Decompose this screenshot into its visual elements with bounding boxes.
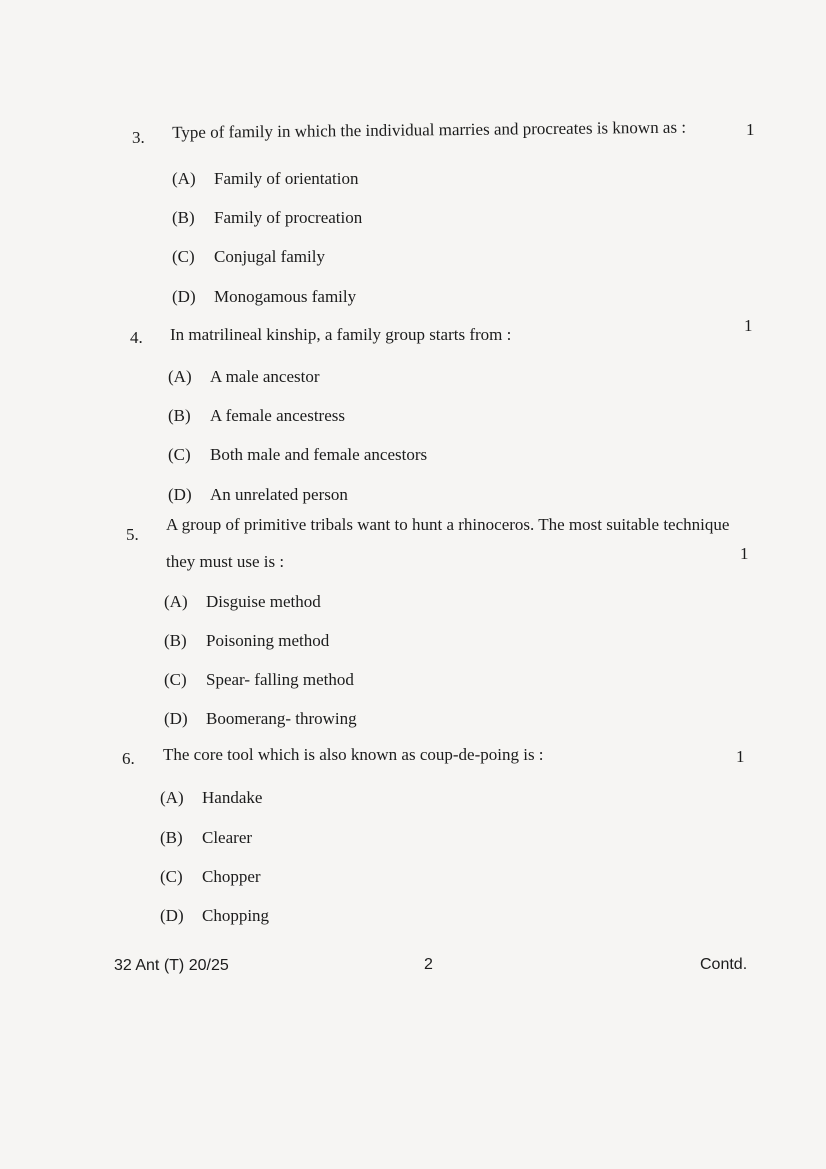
option-text: Family of procreation <box>214 208 363 227</box>
option-text: Monogamous family <box>214 287 357 306</box>
question-3-text: Type of family in which the individual marries and procreates is known as : <box>172 117 687 142</box>
question-4-marks: 1 <box>744 316 753 335</box>
question-6-option-b <box>160 828 252 848</box>
option-text: Spear- falling method <box>206 670 354 689</box>
option-label: (A) <box>172 169 196 188</box>
question-4-option-b <box>168 406 345 426</box>
question-5-option-c <box>164 670 354 690</box>
option-label: (B) <box>168 406 191 425</box>
question-3-option-c <box>172 247 325 267</box>
option-label: (C) <box>164 670 187 689</box>
option-text: Disguise method <box>206 592 321 611</box>
option-text: Clearer <box>202 828 253 847</box>
option-text: A female ancestress <box>210 406 345 425</box>
option-text: Poisoning method <box>206 631 330 650</box>
question-3-option-a <box>172 169 358 189</box>
question-3-option-d <box>172 287 356 307</box>
paper-code: 32 Ant (T) 20/25 <box>114 957 229 974</box>
question-5-option-b <box>164 631 329 651</box>
question-3-marks: 1 <box>746 120 755 139</box>
option-text: Family of orientation <box>214 169 359 188</box>
option-label: (A) <box>168 367 192 386</box>
option-text: An unrelated person <box>210 485 348 504</box>
question-4-option-a <box>168 367 320 387</box>
option-text: Chopper <box>202 867 261 886</box>
option-label: (B) <box>160 828 183 847</box>
question-4-number: 4. <box>130 328 143 347</box>
option-label: (D) <box>168 485 192 504</box>
option-label: (D) <box>172 287 196 306</box>
option-label: (C) <box>172 247 195 266</box>
question-6-option-a <box>160 788 262 808</box>
option-label: (C) <box>168 445 191 464</box>
question-3-option-b <box>172 208 362 228</box>
question-5-text-line1: A group of primitive tribals want to hunt a rhinoceros. The most suitable technique <box>166 515 730 534</box>
question-5-option-d <box>164 709 357 729</box>
question-6-option-d <box>160 906 269 926</box>
question-6-number: 6. <box>122 749 135 768</box>
option-text: Both male and female ancestors <box>210 445 428 464</box>
question-4-option-c <box>168 445 427 465</box>
option-text: A male ancestor <box>210 367 320 386</box>
option-label: (B) <box>172 208 195 227</box>
option-text: Chopping <box>202 906 270 925</box>
question-5-marks: 1 <box>740 544 749 563</box>
option-label: (D) <box>164 709 188 728</box>
question-5-number: 5. <box>126 525 139 544</box>
question-6-marks: 1 <box>736 747 745 766</box>
question-5-option-a <box>164 592 321 612</box>
option-label: (B) <box>164 631 187 650</box>
option-label: (D) <box>160 906 184 925</box>
option-text: Conjugal family <box>214 247 325 266</box>
option-label: (C) <box>160 867 183 886</box>
question-4-text: In matrilineal kinship, a family group starts from : <box>170 325 512 344</box>
question-5-text-line2: they must use is : <box>166 552 285 571</box>
question-6-option-c <box>160 867 261 887</box>
continued-label: Contd. <box>700 956 748 973</box>
option-text: Boomerang- throwing <box>206 709 357 728</box>
page-number: 2 <box>424 956 433 973</box>
option-text: Handake <box>202 788 263 807</box>
question-3-number: 3. <box>132 128 145 147</box>
option-label: (A) <box>160 788 184 807</box>
question-6-text: The core tool which is also known as coup-de-poing is : <box>163 745 544 764</box>
option-label: (A) <box>164 592 188 611</box>
question-4-option-d <box>168 485 348 505</box>
